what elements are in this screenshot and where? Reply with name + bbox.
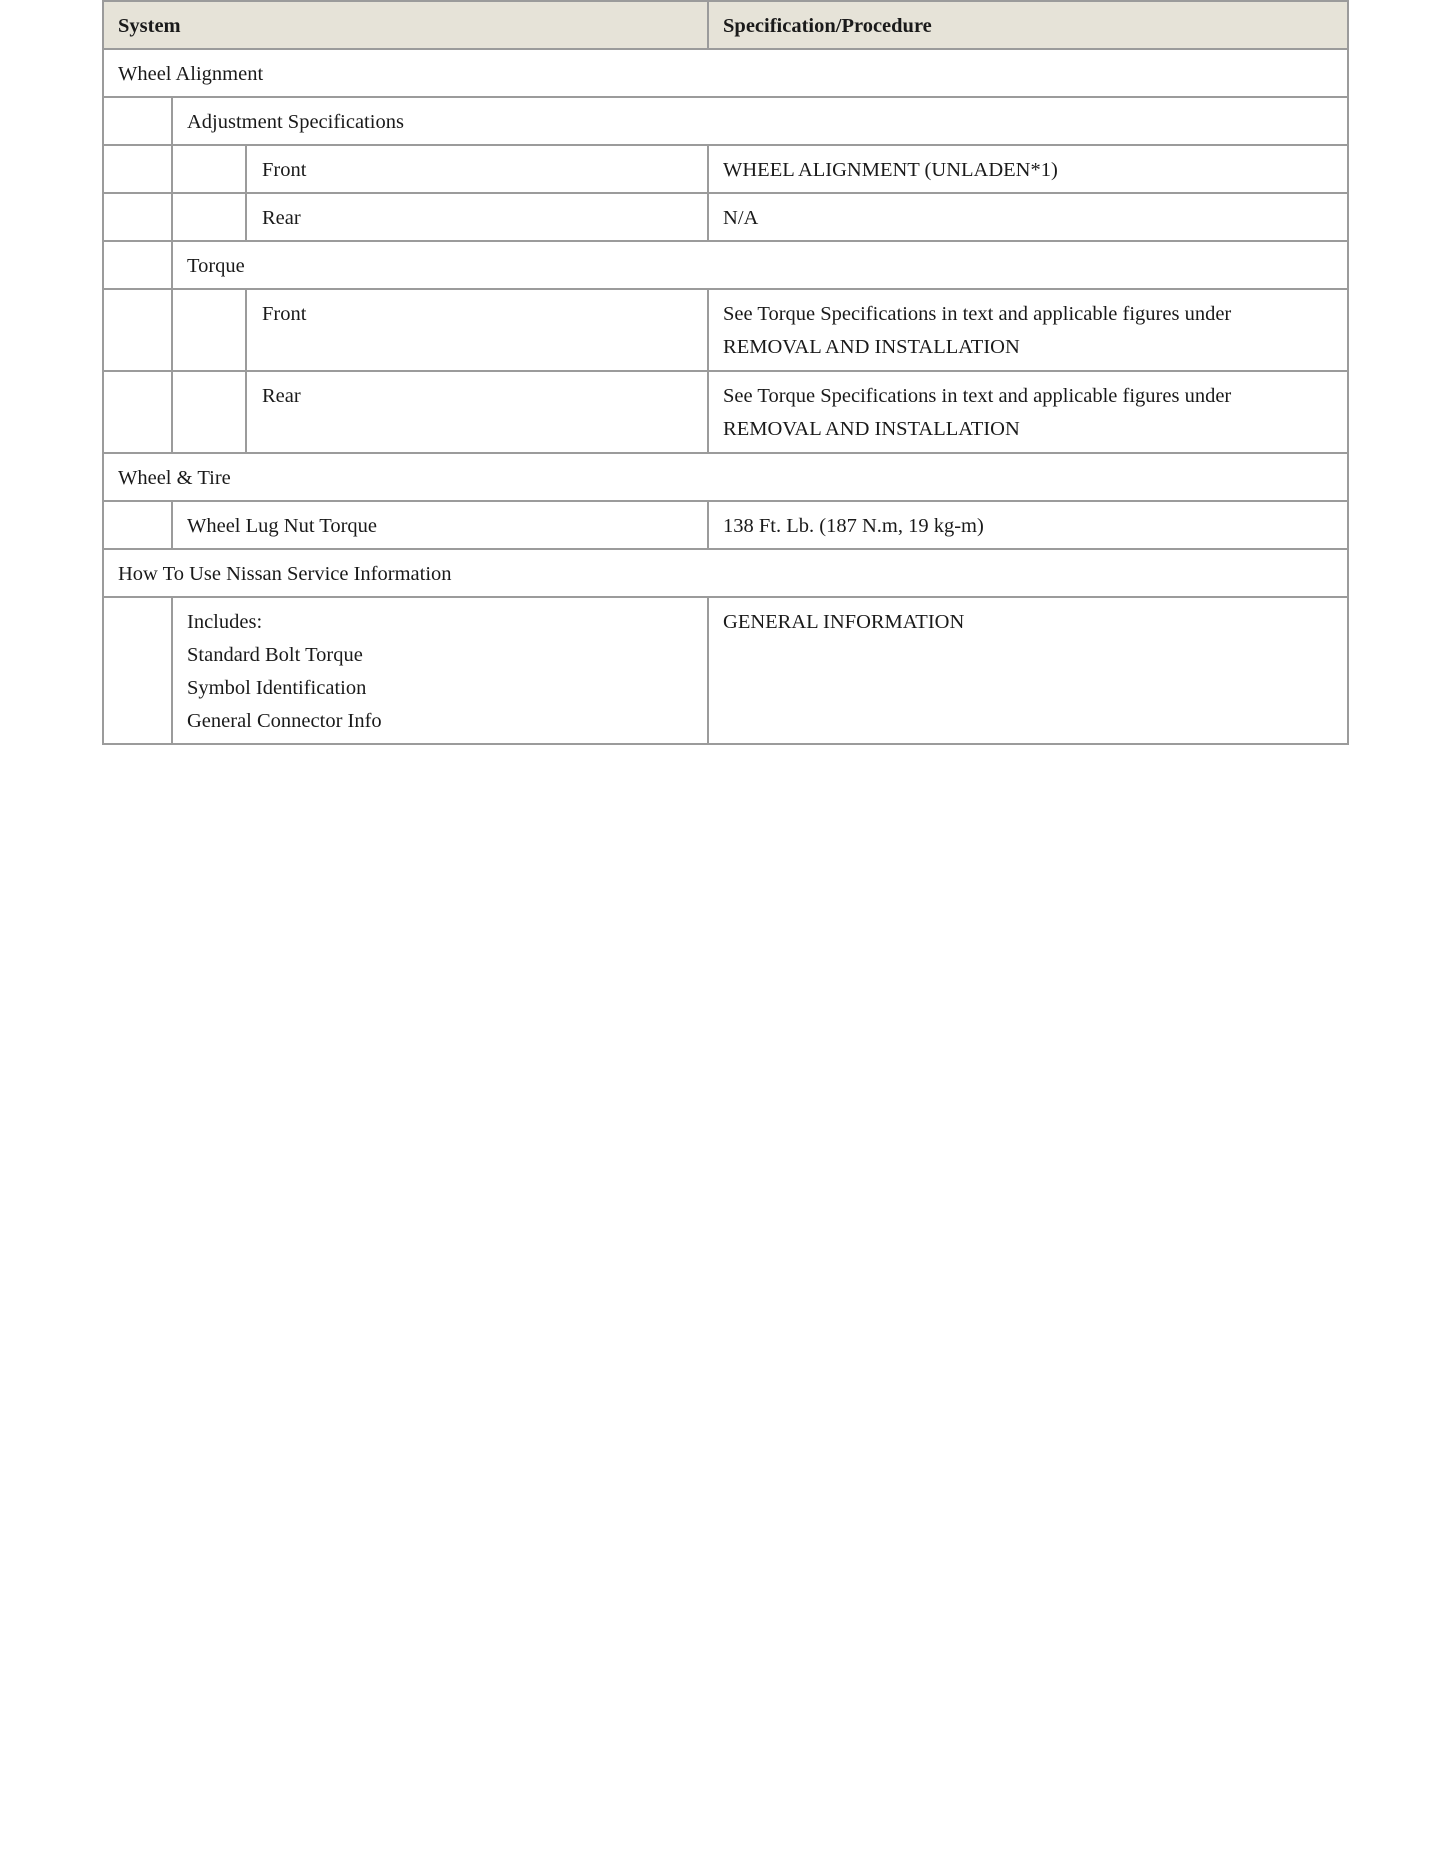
row-value-torque-rear [708, 371, 1348, 453]
row-label-includes [172, 597, 708, 744]
indent-cell [103, 597, 172, 744]
table-row [103, 193, 1348, 241]
row-value-general-information: GENERAL INFORMATION [708, 597, 1348, 744]
indent-cell [172, 289, 246, 371]
indent-cell [103, 289, 172, 371]
row-value-adjustment-rear: N/A [708, 193, 1348, 241]
indent-cell [103, 501, 172, 549]
indent-cell [103, 145, 172, 193]
row-value-wheel-lug-nut-torque: 138 Ft. Lb. (187 N.m, 19 kg-m) [708, 501, 1348, 549]
table-row [103, 453, 1348, 501]
table-row [103, 371, 1348, 453]
includes-line: General Connector Info [187, 710, 382, 732]
table-row [103, 49, 1348, 97]
section-wheel-tire: Wheel & Tire [103, 453, 1348, 501]
includes-line: Standard Bolt Torque [187, 644, 363, 666]
header-system: System [103, 1, 708, 49]
table-row [103, 289, 1348, 371]
table-row [103, 145, 1348, 193]
subsection-adjustment-specifications: Adjustment Specifications [172, 97, 1348, 145]
indent-cell [103, 193, 172, 241]
table-row [103, 549, 1348, 597]
section-nissan-service-information: How To Use Nissan Service Information [103, 549, 1348, 597]
table-row [103, 501, 1348, 549]
indent-cell [172, 145, 246, 193]
indent-cell [103, 97, 172, 145]
indent-cell [103, 241, 172, 289]
header-specification-procedure: Specification/Procedure [708, 1, 1348, 49]
includes-line: Symbol Identification [187, 677, 367, 699]
torque-rear-value-line2: REMOVAL AND INSTALLATION [723, 418, 1020, 440]
table-row [103, 241, 1348, 289]
specification-table [102, 0, 1349, 745]
row-value-torque-front [708, 289, 1348, 371]
row-label-wheel-lug-nut-torque: Wheel Lug Nut Torque [172, 501, 708, 549]
subsection-torque: Torque [172, 241, 1348, 289]
indent-cell [172, 193, 246, 241]
row-label-adjustment-front: Front [246, 145, 708, 193]
indent-cell [172, 371, 246, 453]
row-label-adjustment-rear: Rear [246, 193, 708, 241]
table-row [103, 597, 1348, 744]
row-label-torque-rear: Rear [246, 371, 708, 453]
torque-rear-value-line1: See Torque Specifications in text and applicable figures under [723, 385, 1232, 407]
section-wheel-alignment: Wheel Alignment [103, 49, 1348, 97]
torque-front-value-line1: See Torque Specifications in text and applicable figures under [723, 303, 1232, 325]
torque-front-value-line2: REMOVAL AND INSTALLATION [723, 336, 1020, 358]
table-header-row [103, 1, 1348, 49]
row-label-torque-front: Front [246, 289, 708, 371]
indent-cell [103, 371, 172, 453]
table-row [103, 97, 1348, 145]
row-value-adjustment-front: WHEEL ALIGNMENT (UNLADEN*1) [708, 145, 1348, 193]
includes-line: Includes: [187, 611, 263, 633]
